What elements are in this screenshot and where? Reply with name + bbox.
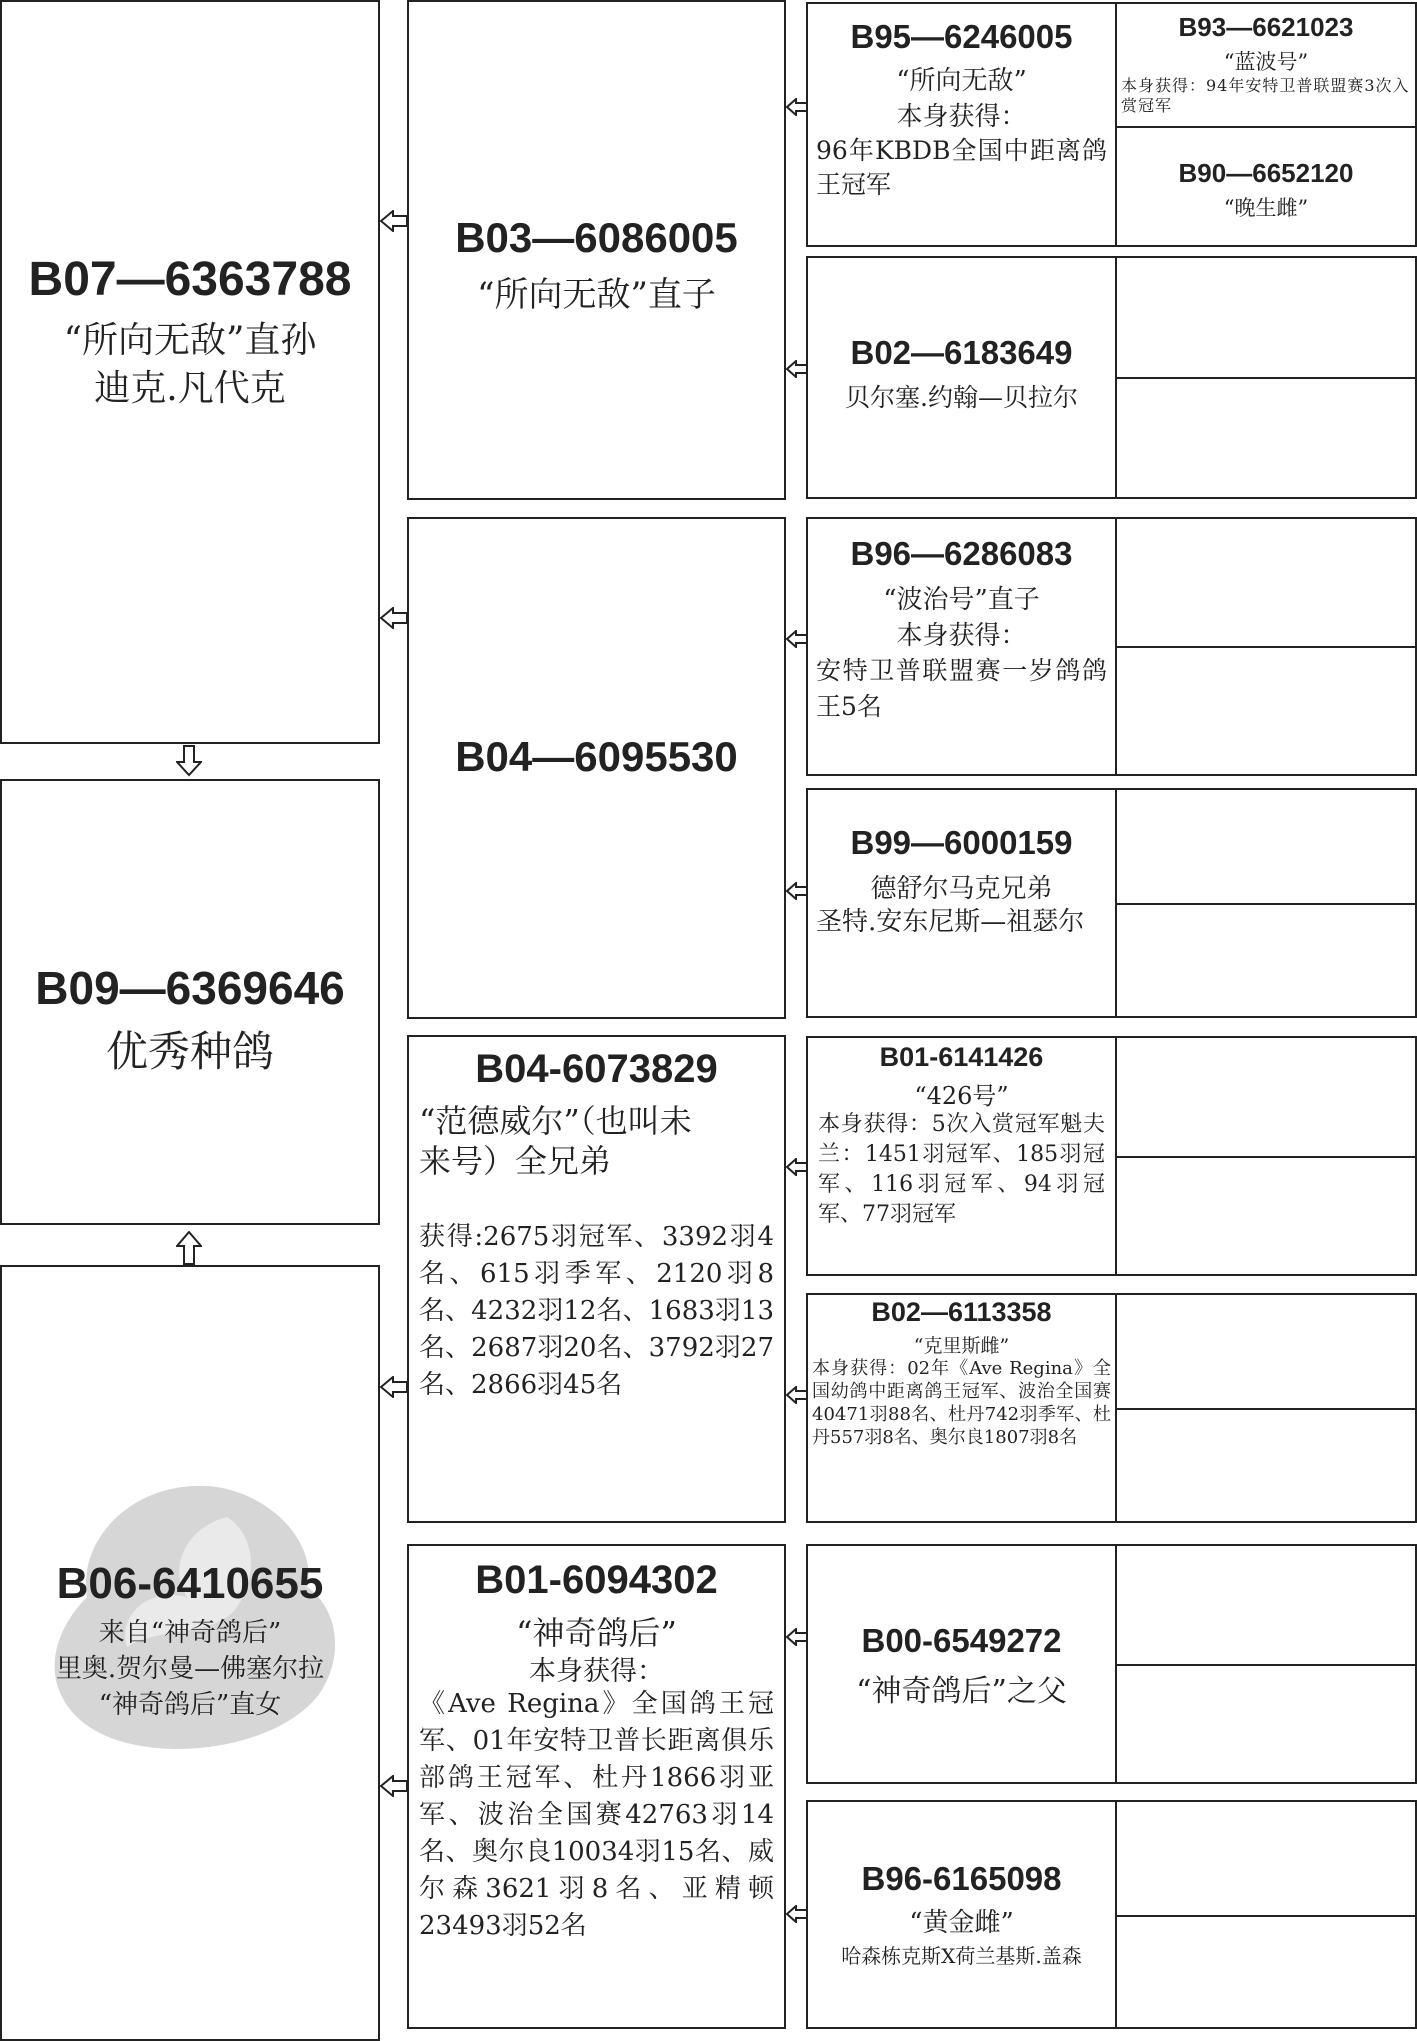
- grandparent-record: 96年KBDB全国中距离鸽王冠军: [816, 136, 1107, 199]
- dam-sire-ring: B04-6073829: [475, 1047, 718, 1091]
- partner-note-1: 来自“神奇鸽后”: [98, 1618, 282, 1648]
- grandparent-card: [806, 517, 1117, 776]
- row-divider: [1117, 1664, 1415, 1666]
- grandparent-note: 贝尔塞.约翰—贝拉尔: [845, 383, 1078, 412]
- subject-note-2: 迪克.凡代克: [94, 368, 286, 409]
- grandparent-record: 本身获得：5次入赏冠军魁夫兰：1451羽冠军、185羽冠军、116羽冠军、94羽冠军、77羽冠军: [818, 1112, 1105, 1227]
- great-grandparent-card: [1115, 788, 1417, 1018]
- grandparent-card: [806, 1544, 1117, 1784]
- row-divider: [1117, 1408, 1415, 1410]
- sire-note: “所向无敌”直子: [477, 275, 716, 315]
- sire-card: [407, 0, 786, 500]
- grandparent-record: 安特卫普联盟赛一岁鸽鸽王5名: [816, 656, 1107, 721]
- dam-sire-record: 获得:2675羽冠军、3392羽4名、615羽季军、2120羽8名、4232羽12名、1683羽13名、2687羽20名、3792羽27名、2866羽45名: [419, 1222, 774, 1400]
- grandparent-ring: B02—6183649: [850, 334, 1073, 371]
- row-divider: [1117, 126, 1415, 128]
- grandparent-record: 圣特.安东尼斯—祖瑟尔: [816, 907, 1085, 937]
- arrow-left-icon: [380, 607, 408, 629]
- great-grandparent-card: [1115, 1544, 1417, 1784]
- arrow-left-icon: [786, 1628, 808, 1646]
- dam-sire-note-2: 来号）全兄弟: [419, 1142, 612, 1180]
- dam-card: [407, 1544, 786, 2029]
- grandparent-ring: B96—6286083: [850, 535, 1073, 572]
- grandparent-note: “426号”: [914, 1082, 1009, 1110]
- sire-dam-ring: B04—6095530: [455, 733, 738, 780]
- great-grandparent-card: [1115, 2, 1417, 247]
- offspring-card: [0, 779, 380, 1225]
- arrow-left-icon: [786, 630, 808, 648]
- great-grandparent-ring: B93—6621023: [1178, 12, 1354, 42]
- row-divider: [1117, 1156, 1415, 1158]
- offspring-ring: B09—6369646: [35, 962, 345, 1014]
- dam-note-2: 本身获得：: [529, 1656, 664, 1687]
- subject-ring: B07—6363788: [28, 253, 352, 306]
- grandparent-note-2: 本身获得：: [896, 621, 1027, 651]
- row-divider: [1117, 377, 1415, 379]
- great-grandparent-card: [1115, 1800, 1417, 2029]
- grandparent-card: [806, 1800, 1117, 2029]
- row-divider: [1117, 1915, 1415, 1917]
- dam-record: 《Ave Regina》全国鸽王冠军、01年安特卫普长距离俱乐部鸽王冠军、杜丹1866羽亚军、波治全国赛42763羽14名、奥尔良10034羽15名、威尔森3621羽8名、亚精顿23493羽52名: [419, 1689, 774, 1941]
- arrow-left-icon: [786, 1158, 808, 1176]
- arrow-left-icon: [380, 1775, 408, 1797]
- grandparent-note-2: 哈森栋克斯X荷兰基斯.盖森: [841, 1944, 1082, 1968]
- grandparent-note-1: “波治号”直子: [883, 585, 1040, 615]
- row-divider: [1117, 903, 1415, 905]
- dam-note-1: “神奇鸽后”: [516, 1614, 677, 1652]
- dam-sire-note-1: “范德威尔”（也叫未: [419, 1102, 692, 1140]
- arrow-left-icon: [380, 210, 408, 232]
- grandparent-ring: B99—6000159: [850, 824, 1073, 861]
- great-grandparent-ring: B90—6652120: [1178, 158, 1354, 188]
- row-divider: [1117, 646, 1415, 648]
- grandparent-card: [806, 2, 1117, 247]
- dam-ring: B01-6094302: [475, 1558, 718, 1602]
- arrow-left-icon: [786, 882, 808, 900]
- arrow-left-icon: [380, 1376, 408, 1398]
- great-grandparent-record: 本身获得：94年安特卫普联盟赛3次入赏冠军: [1121, 76, 1410, 115]
- arrow-up-icon: [176, 1231, 202, 1265]
- grandparent-note: “克里斯雌”: [913, 1335, 1010, 1357]
- subject-card: [0, 0, 380, 744]
- great-grandparent-note: “蓝波号”: [1223, 50, 1309, 74]
- dam-sire-card: [407, 1035, 786, 1523]
- grandparent-ring: B01-6141426: [879, 1042, 1044, 1072]
- grandparent-card: [806, 1293, 1117, 1523]
- arrow-left-icon: [786, 98, 808, 116]
- partner-ring: B06-6410655: [56, 1559, 324, 1608]
- offspring-note: 优秀种鸽: [105, 1027, 274, 1076]
- partner-card: [0, 1265, 380, 2041]
- grandparent-note: “神奇鸽后”之父: [856, 1674, 1067, 1709]
- grandparent-note-1: “所向无敌”: [896, 66, 1027, 96]
- great-grandparent-card: [1115, 1036, 1417, 1276]
- grandparent-card: [806, 1036, 1117, 1276]
- great-grandparent-card: [1115, 1293, 1417, 1523]
- grandparent-note-2: 本身获得：: [896, 102, 1027, 132]
- grandparent-ring: B00-6549272: [861, 1622, 1062, 1659]
- grandparent-ring: B96-6165098: [861, 1860, 1062, 1897]
- grandparent-card: [806, 256, 1117, 499]
- grandparent-ring: B95—6246005: [850, 18, 1073, 55]
- arrow-down-icon: [176, 745, 202, 777]
- subject-note-1: “所向无敌”直孙: [63, 320, 317, 361]
- grandparent-ring: B02—6113358: [871, 1297, 1052, 1327]
- sire-dam-card: [407, 517, 786, 1019]
- great-grandparent-note: “晚生雌”: [1223, 196, 1309, 220]
- grandparent-card: [806, 788, 1117, 1018]
- great-grandparent-card: [1115, 256, 1417, 499]
- grandparent-record: 本身获得：02年《Ave Regina》全国幼鸽中距离鸽王冠军、波治全国赛40471羽88名、杜丹742羽季军、杜丹557羽8名、奥尔良1807羽8名: [812, 1358, 1111, 1448]
- great-grandparent-card: [1115, 517, 1417, 776]
- arrow-left-icon: [786, 360, 808, 378]
- sire-ring: B03—6086005: [455, 214, 738, 261]
- partner-note-2: 里奥.贺尔曼—佛塞尔拉: [55, 1654, 325, 1684]
- grandparent-note-1: “黄金雌”: [909, 1908, 1014, 1938]
- partner-note-3: “神奇鸽后”直女: [98, 1690, 282, 1720]
- arrow-left-icon: [786, 1905, 808, 1923]
- grandparent-note: 德舒尔马克兄弟: [870, 874, 1053, 904]
- arrow-left-icon: [786, 1386, 808, 1404]
